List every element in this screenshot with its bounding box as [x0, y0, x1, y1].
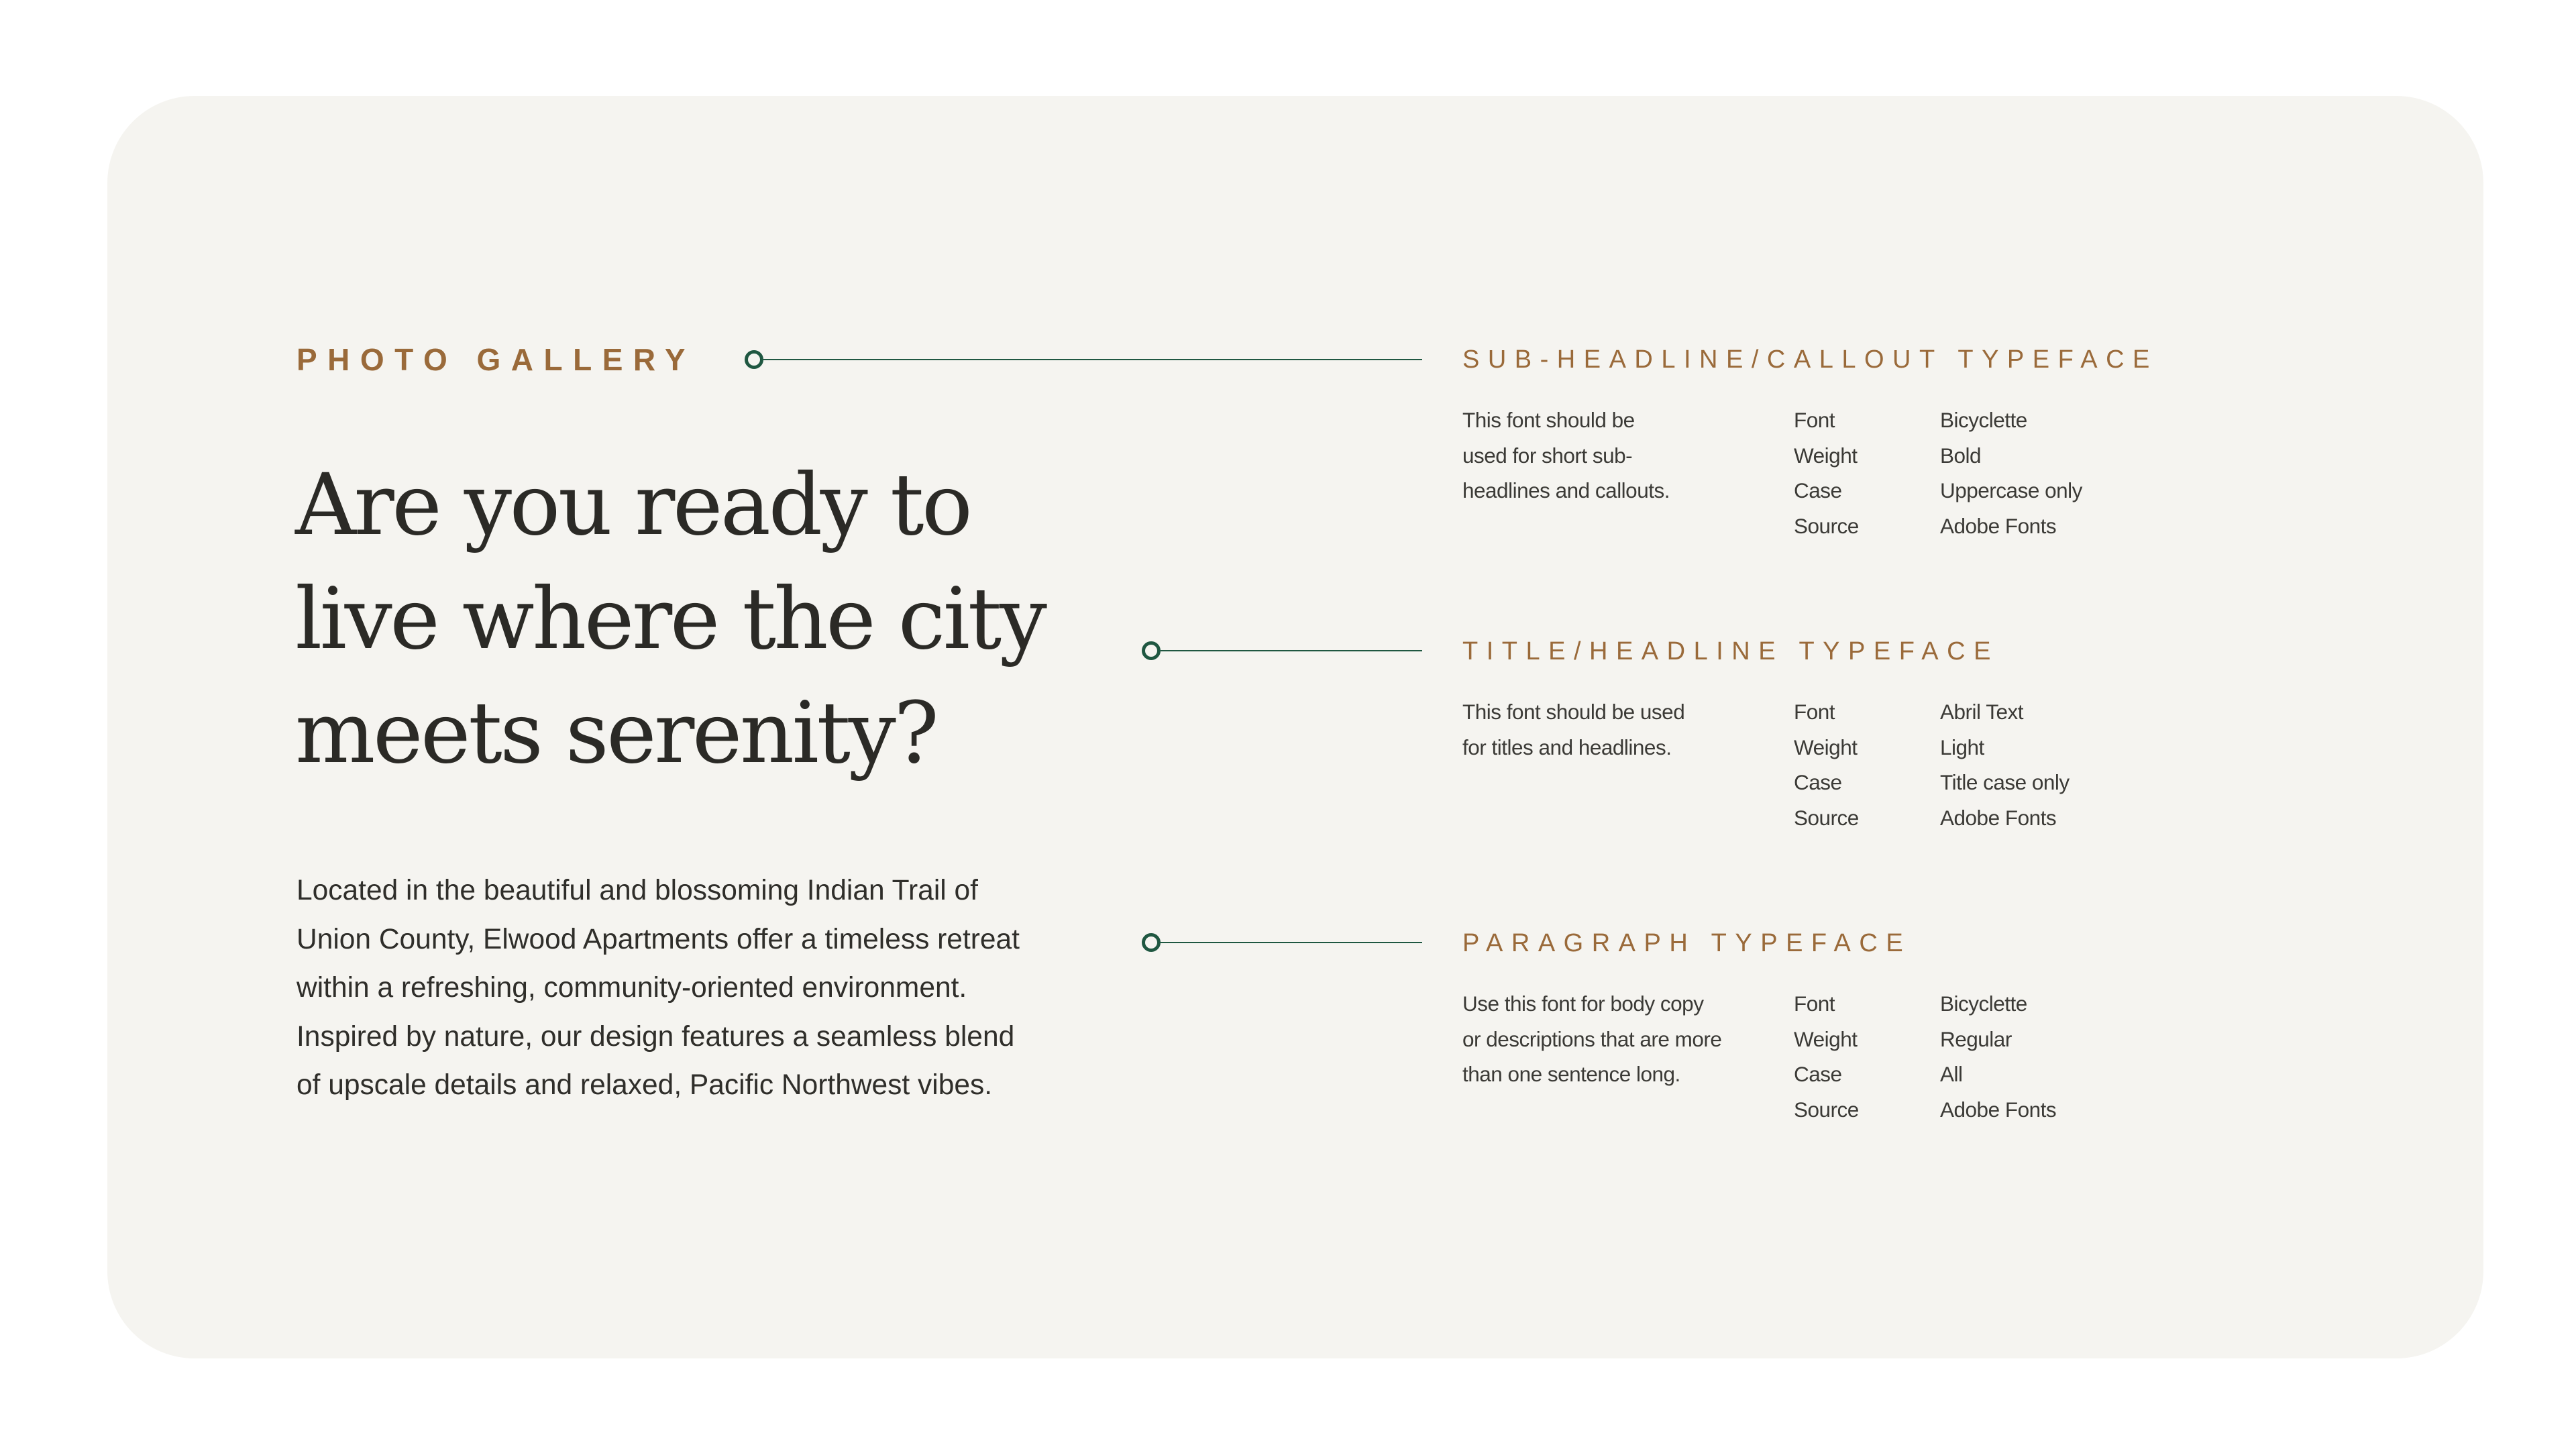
spec-key: Weight: [1794, 1026, 1858, 1051]
connector-dot: [745, 350, 763, 369]
spec-description: [1462, 694, 1764, 765]
paragraph-line: Located in the beautiful and blossoming Indian Trail of: [297, 875, 978, 906]
spec-description-line: than one sentence long.: [1462, 1062, 1680, 1086]
headline-connector: [1142, 641, 1422, 660]
subheadline-connector: [745, 350, 1422, 369]
spec-value: Adobe Fonts: [1940, 805, 2057, 830]
spec-body: [1462, 694, 2334, 835]
spec-row-case: [1794, 473, 2082, 508]
spec-value: Adobe Fonts: [1940, 1097, 2057, 1122]
headline: [295, 448, 1127, 790]
spec-key: Weight: [1794, 735, 1858, 759]
headline-line: Are you ready to: [295, 455, 971, 554]
spec-key: Source: [1794, 805, 1859, 830]
spec-description-line: for titles and headlines.: [1462, 735, 1672, 759]
spec-subheadline: [1462, 345, 2334, 543]
spec-row-weight: [1794, 730, 2070, 765]
spec-value: Adobe Fonts: [1940, 513, 2057, 538]
spec-table: [1794, 986, 2056, 1127]
paragraph-line: Inspired by nature, our design features a seamless blend: [297, 1020, 1015, 1053]
spec-description-line: or descriptions that are more: [1462, 1026, 1722, 1051]
spec-value: Uppercase only: [1940, 478, 2082, 502]
spec-row-font: [1794, 986, 2056, 1022]
paragraph-connector: [1142, 933, 1422, 952]
paragraph-line: within a refreshing, community-oriented environment.: [297, 972, 967, 1004]
spec-value: Bicyclette: [1940, 408, 2027, 432]
body-paragraph: [297, 867, 1128, 1110]
spec-description-line: This font should be: [1462, 408, 1635, 432]
spec-row-source: [1794, 800, 2070, 836]
spec-table: [1794, 402, 2082, 543]
connector-dot: [1142, 933, 1161, 952]
spec-body: [1462, 986, 2334, 1127]
spec-value: Regular: [1940, 1026, 2012, 1051]
spec-value: Light: [1940, 735, 1984, 759]
spec-key: Font: [1794, 700, 1835, 724]
spec-paragraph: [1462, 928, 2334, 1127]
spec-key: Case: [1794, 1062, 1842, 1086]
spec-row-font: [1794, 694, 2070, 730]
paragraph-line: of upscale details and relaxed, Pacific Northwest vibes.: [297, 1069, 993, 1101]
spec-value: All: [1940, 1062, 1963, 1086]
spec-description-line: used for short sub-: [1462, 443, 1633, 468]
spec-title: TITLE/HEADLINE TYPEFACE: [1462, 637, 1999, 665]
headline-line: meets serenity?: [295, 684, 937, 782]
spec-row-case: [1794, 765, 2070, 800]
spec-row-source: [1794, 1092, 2056, 1128]
spec-key: Weight: [1794, 443, 1858, 468]
spec-row-source: [1794, 508, 2082, 544]
spec-row-weight: [1794, 438, 2082, 474]
spec-body: [1462, 402, 2334, 543]
spec-key: Case: [1794, 478, 1842, 502]
spec-description-line: headlines and callouts.: [1462, 478, 1670, 502]
connector-line: [1161, 650, 1422, 652]
spec-title: PARAGRAPH TYPEFACE: [1462, 929, 1912, 957]
spec-key: Font: [1794, 991, 1835, 1016]
spec-title: SUB-HEADLINE/CALLOUT TYPEFACE: [1462, 345, 2158, 374]
paragraph-line: Union County, Elwood Apartments offer a timeless retreat: [297, 923, 1020, 955]
connector-dot: [1142, 641, 1161, 660]
headline-line: live where the city: [295, 570, 1045, 668]
spec-key: Font: [1794, 408, 1835, 432]
connector-line: [1161, 942, 1422, 944]
spec-headline: [1462, 637, 2334, 835]
spec-row-weight: [1794, 1022, 2056, 1057]
spec-key: Source: [1794, 1097, 1859, 1122]
connector-line: [763, 359, 1422, 361]
spec-row-case: [1794, 1057, 2056, 1092]
spec-key: Source: [1794, 513, 1859, 538]
spec-value: Title case only: [1940, 770, 2070, 794]
spec-value: Abril Text: [1940, 700, 2023, 724]
spec-row-font: [1794, 402, 2082, 438]
eyebrow-label: PHOTO GALLERY: [297, 342, 696, 377]
spec-description-line: Use this font for body copy: [1462, 991, 1704, 1016]
spec-value: Bold: [1940, 443, 1982, 468]
spec-table: [1794, 694, 2070, 835]
spec-description: [1462, 402, 1764, 508]
spec-description: [1462, 986, 1764, 1092]
spec-value: Bicyclette: [1940, 991, 2027, 1016]
spec-key: Case: [1794, 770, 1842, 794]
spec-description-line: This font should be used: [1462, 700, 1685, 724]
